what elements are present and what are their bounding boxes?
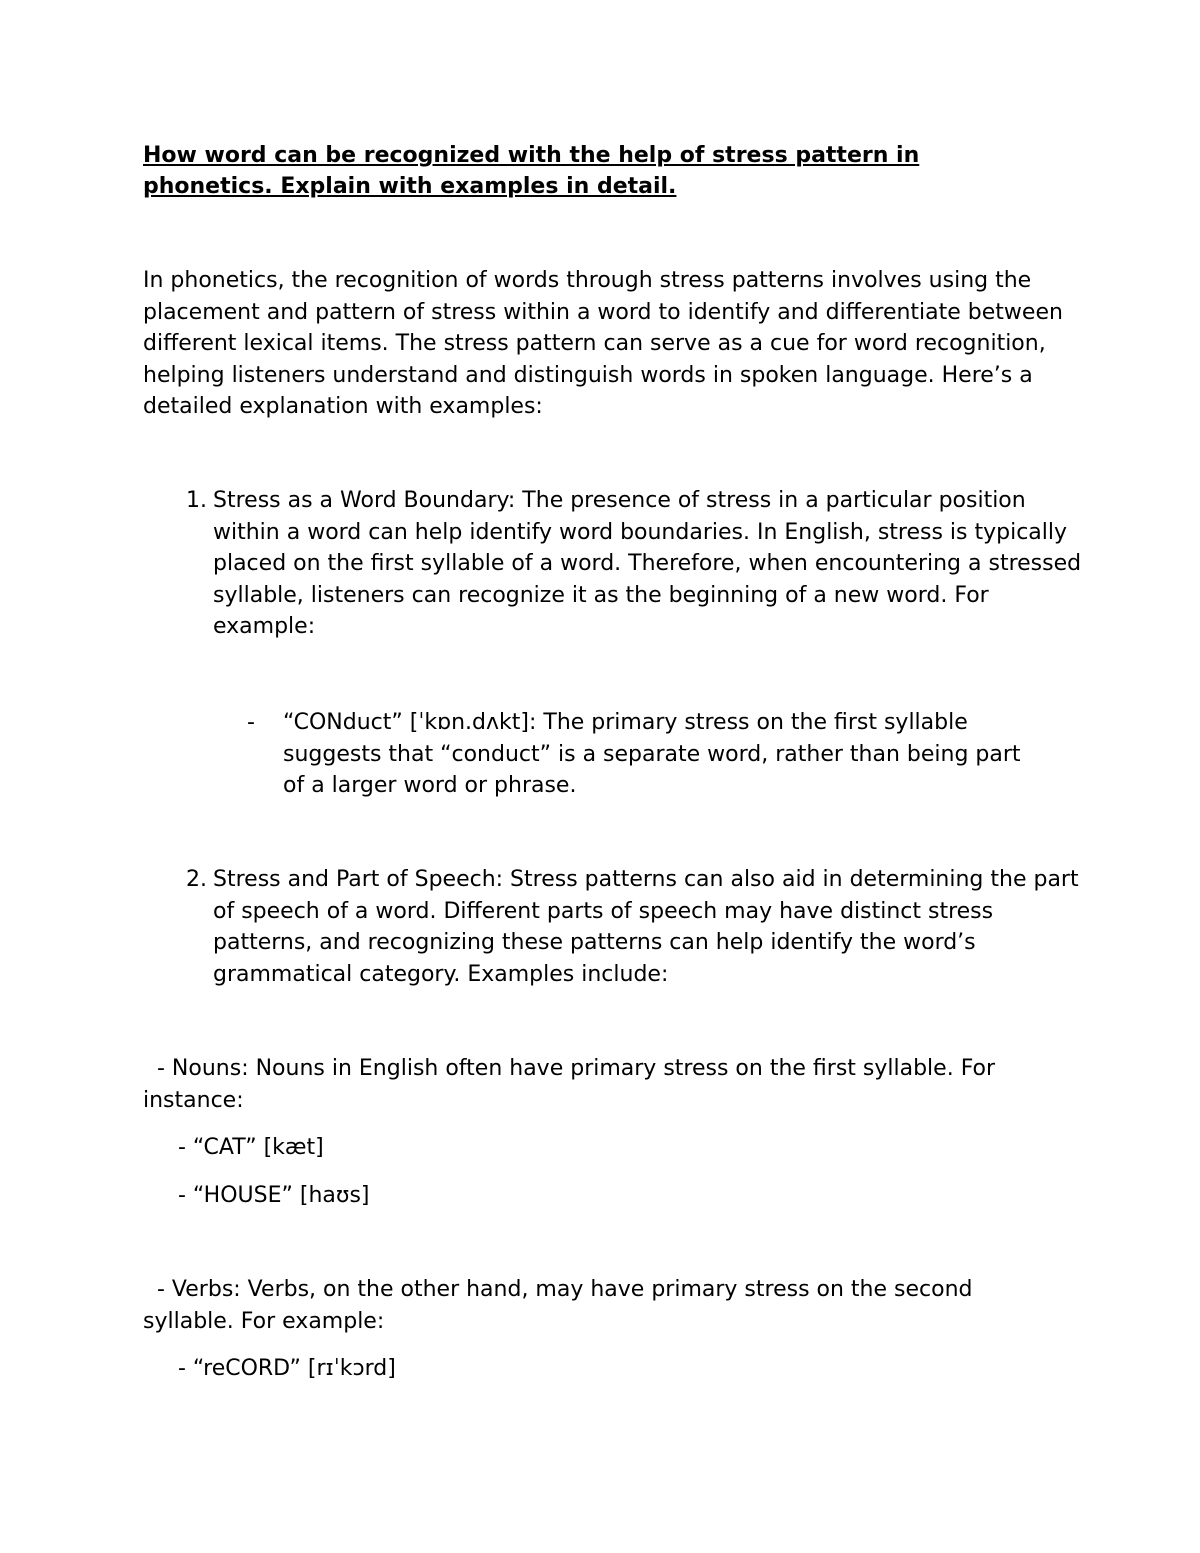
nouns-text: - Nouns: Nouns in English often have primary stress on the first syllable. For instance: xyxy=(143,1056,996,1113)
item-number: 2. xyxy=(186,867,207,892)
item-text: Stress and Part of Speech: Stress patterns can also aid in determining the part of speech of a word. Different parts of speech may have distinct stress patterns, and recognizing these patterns can help identify the word’s grammatical category. Examples include: xyxy=(213,867,1079,987)
item-number: 1. xyxy=(186,488,207,513)
verbs-text: - Verbs: Verbs, on the other hand, may have primary stress on the second syllable. For example: xyxy=(143,1277,973,1334)
example-cat: - “CAT” [kæt] xyxy=(178,1135,324,1160)
bullet-dash: - xyxy=(247,710,255,735)
example-house: - “HOUSE” [haʊs] xyxy=(178,1183,370,1208)
example-text: “CONduct” [ˈkɒn.dʌkt]: The primary stress on the first syllable suggests that “conduct” is a separate word, rather than being part of a larger word or phrase. xyxy=(283,710,1021,798)
intro-paragraph: In phonetics, the recognition of words through stress patterns involves using the placement and pattern of stress within a word to identify and differentiate between different lexical items. The stress pattern can serve as a cue for word recognition, helping listeners understand and distinguish words in spoken language. Here’s a detailed explanation with examples: xyxy=(143,268,1063,419)
nouns-paragraph xyxy=(143,1053,1063,1116)
document-title: How word can be recognized with the help of stress pattern in phonetics. Explain with examples in detail. xyxy=(143,143,920,199)
verbs-paragraph xyxy=(143,1274,1063,1337)
numbered-item-2 xyxy=(143,864,1083,990)
example-conduct xyxy=(213,707,1043,802)
item-text: Stress as a Word Boundary: The presence of stress in a particular position within a word can help identify word boundaries. In English, stress is typically placed on the first syllable of a word. Therefore, when encountering a stressed syllable, listeners can recognize it as the beginning of a new word. For example: xyxy=(213,488,1082,639)
numbered-item-1 xyxy=(143,485,1083,643)
example-record: - “reCORD” [rɪˈkɔrd] xyxy=(178,1356,396,1381)
